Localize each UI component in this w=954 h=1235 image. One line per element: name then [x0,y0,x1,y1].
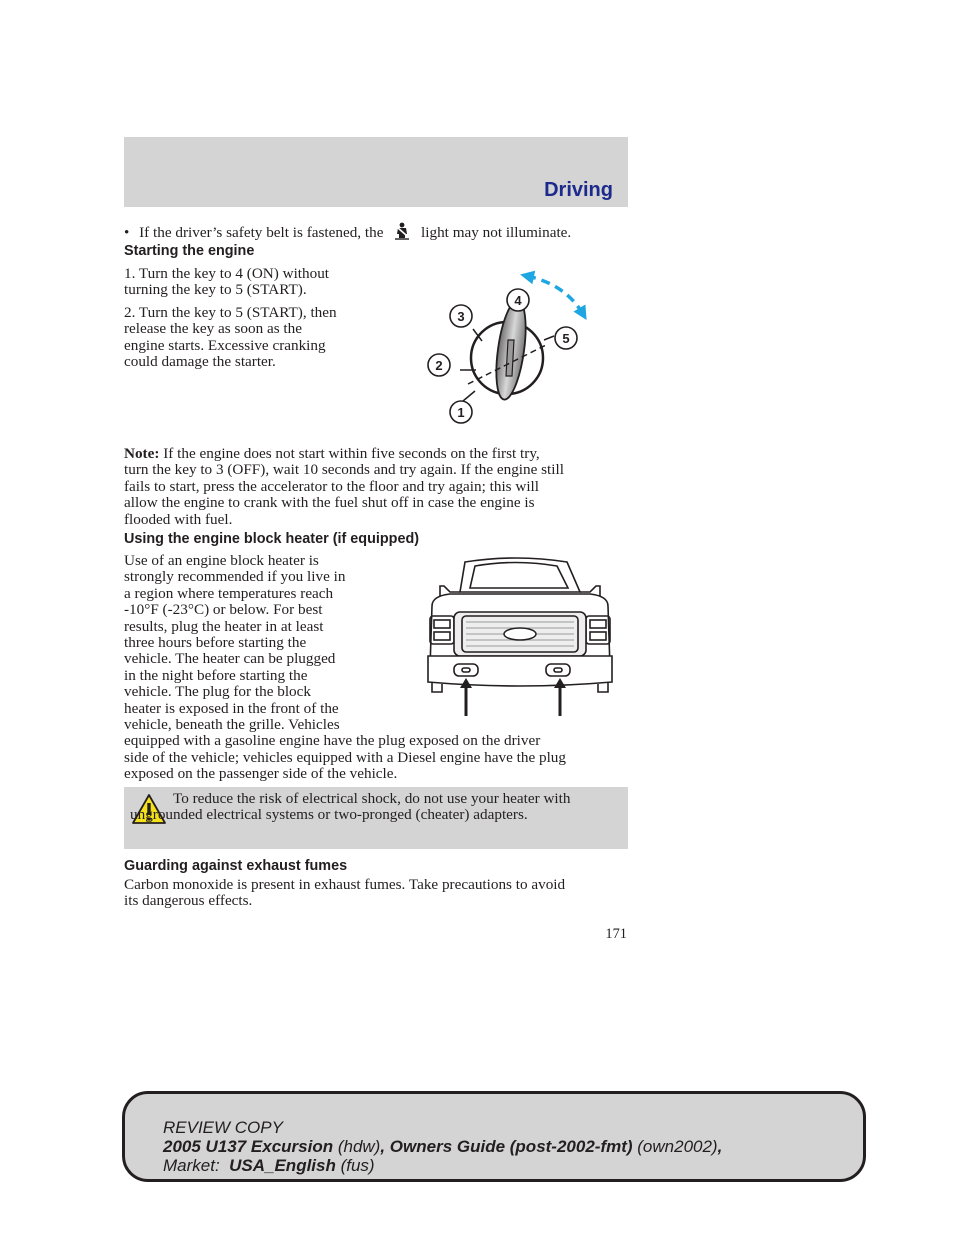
footer-guide: , Owners Guide (post-2002-fmt) [380,1137,633,1156]
footer-market: USA_English [229,1156,336,1175]
paragraph-line: vehicle, beneath the grille. Vehicles [124,716,340,734]
warning-box [124,787,628,849]
ignition-switch-illustration [420,266,600,432]
paragraph-line: heater is exposed in the front of the [124,699,339,717]
paragraph-line: Use of an engine block heater is [124,552,319,569]
footer-line-1: REVIEW COPY [163,1118,283,1137]
rotation-arrow [527,276,583,314]
bullet-marker: • [124,224,130,241]
footer-line-2 [163,1137,722,1156]
paragraph-line: exposed on the passenger side of the vehicle. [124,765,398,783]
step-1-line: turning the key to 5 (START). [124,281,307,299]
section-title: Driving [544,179,613,201]
safety-belt-bullet [124,222,628,241]
paragraph-line: vehicle. The plug for the block [124,683,311,701]
position-5-label: 5 [562,331,570,346]
note-line: allow the engine to crank with the fuel shut off in case the engine is [124,494,535,512]
note-label: Note: [124,445,160,462]
step-2-line: 2. Turn the key to 5 (START), then [124,304,337,321]
position-3-label: 3 [457,309,465,324]
starting-engine-heading: Starting the engine [124,243,255,259]
footer-comma: , [717,1137,723,1156]
position-4-label: 4 [514,293,522,308]
block-heater-heading: Using the engine block heater (if equipped) [124,531,420,547]
footer-guide-code: (own2002) [632,1137,718,1156]
paragraph-line: its dangerous effects. [124,892,253,910]
paragraph-line: results, plug the heater in at least [124,617,324,635]
page-number: 171 [605,926,627,942]
step-2 [124,305,374,371]
paragraph-line: a region where temperatures reach [124,584,334,602]
footer-market-label: Market: [163,1156,230,1175]
block-heater-paragraph [124,552,566,783]
note-line: fails to start, press the accelerator to the floor and try again; this will [124,477,539,495]
paragraph-line: three hours before starting the [124,634,307,652]
step-2-line: could damage the starter. [124,353,276,371]
paragraph-line: equipped with a gasoline engine have the plug exposed on the driver [124,732,541,750]
step-1-line: 1. Turn the key to 4 (ON) without [124,265,330,282]
paragraph-line: in the night before starting the [124,666,308,684]
step-1 [124,266,374,299]
step-2-line: engine starts. Excessive cranking [124,336,326,354]
note-line: turn the key to 3 (OFF), wait 10 seconds and try again. If the engine still [124,461,564,479]
warning-text: To reduce the risk of electrical shock, do not use your heater with ungrounded electrical systems or two-pronged (cheater) adapters. [130,790,571,824]
paragraph-line: -10°F (-23°C) or below. For best [124,601,323,619]
footer-line-3 [163,1156,722,1175]
footer-model: 2005 U137 Excursion [163,1137,334,1156]
review-copy-footer [122,1091,866,1182]
position-2-label: 2 [435,358,443,373]
position-1-label: 1 [457,405,465,420]
paragraph-line: strongly recommended if you live in [124,568,346,586]
bullet-text-after: light may not illuminate. [421,224,572,241]
note-line: If the engine does not start within five seconds on the first try, [159,445,540,462]
truck-front-illustration [420,556,620,718]
note-line: flooded with fuel. [124,510,233,528]
footer-model-code: (hdw) [333,1137,381,1156]
seatbelt-icon [391,222,413,240]
bullet-text-before: If the driver’s safety belt is fastened, the [139,224,384,241]
paragraph-line: Carbon monoxide is present in exhaust fumes. Take precautions to avoid [124,876,566,893]
footer-text [163,1118,722,1175]
exhaust-fumes-heading: Guarding against exhaust fumes [124,858,348,874]
step-2-line: release the key as soon as the [124,320,302,338]
note-paragraph [124,446,634,528]
exhaust-paragraph [124,877,634,910]
paragraph-line: side of the vehicle; vehicles equipped with a Diesel engine have the plug [124,748,566,766]
paragraph-line: vehicle. The heater can be plugged [124,650,336,668]
footer-market-code: (fus) [335,1156,375,1175]
section-header-band [124,137,628,207]
